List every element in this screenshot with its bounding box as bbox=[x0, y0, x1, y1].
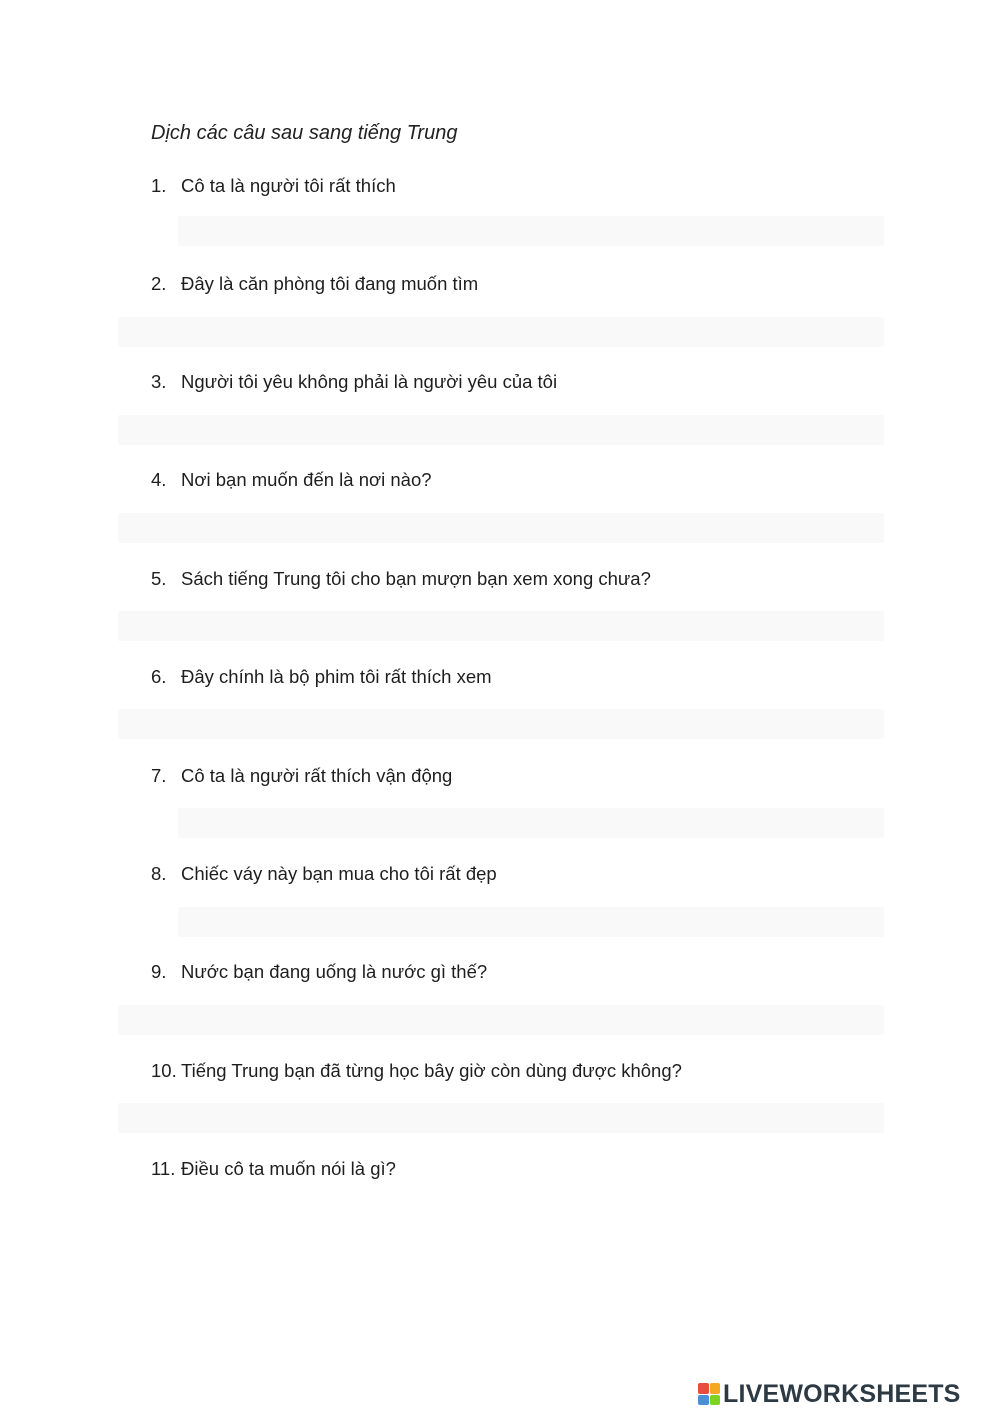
question-6 bbox=[151, 666, 492, 688]
question-number: 9. bbox=[151, 961, 167, 982]
answer-input-9[interactable] bbox=[118, 1005, 884, 1035]
question-number: 10. bbox=[151, 1060, 177, 1081]
answer-input-6[interactable] bbox=[118, 709, 884, 739]
answer-input-1[interactable] bbox=[178, 216, 884, 246]
question-2 bbox=[151, 273, 478, 295]
question-text: Nước bạn đang uống là nước gì thế? bbox=[181, 961, 488, 982]
answer-input-5[interactable] bbox=[118, 611, 884, 641]
answer-input-7[interactable] bbox=[178, 808, 884, 838]
question-number: 4. bbox=[151, 469, 167, 490]
question-number: 7. bbox=[151, 765, 167, 786]
question-11 bbox=[151, 1158, 396, 1180]
question-text: Tiếng Trung bạn đã từng học bây giờ còn dùng được không? bbox=[181, 1060, 682, 1081]
question-9 bbox=[151, 961, 487, 983]
question-text: Cô ta là người tôi rất thích bbox=[181, 175, 396, 196]
question-8 bbox=[151, 863, 497, 885]
liveworksheets-logo bbox=[698, 1380, 961, 1408]
question-7 bbox=[151, 765, 452, 787]
question-3 bbox=[151, 371, 557, 393]
logo-text: LIVEWORKSHEETS bbox=[723, 1379, 961, 1408]
question-number: 8. bbox=[151, 863, 167, 884]
question-text: Đây là căn phòng tôi đang muốn tìm bbox=[181, 273, 479, 294]
question-number: 6. bbox=[151, 666, 167, 687]
answer-input-2[interactable] bbox=[118, 317, 884, 347]
question-10 bbox=[151, 1060, 682, 1082]
question-4 bbox=[151, 469, 432, 491]
answer-input-8[interactable] bbox=[178, 907, 884, 937]
question-5 bbox=[151, 568, 651, 590]
worksheet-title: Dịch các câu sau sang tiếng Trung bbox=[151, 122, 458, 144]
question-text: Cô ta là người rất thích vận động bbox=[181, 765, 453, 786]
question-number: 3. bbox=[151, 371, 167, 392]
question-text: Điều cô ta muốn nói là gì? bbox=[181, 1158, 396, 1179]
question-1 bbox=[151, 175, 396, 197]
question-text: Chiếc váy này bạn mua cho tôi rất đẹp bbox=[181, 863, 497, 884]
liveworksheets-logo-icon bbox=[698, 1383, 720, 1405]
question-number: 5. bbox=[151, 568, 167, 589]
answer-input-10[interactable] bbox=[118, 1103, 884, 1133]
answer-input-4[interactable] bbox=[118, 513, 884, 543]
question-text: Đây chính là bộ phim tôi rất thích xem bbox=[181, 666, 492, 687]
question-text: Sách tiếng Trung tôi cho bạn mượn bạn xem xong chưa? bbox=[181, 568, 651, 589]
answer-input-3[interactable] bbox=[118, 415, 884, 445]
question-number: 11. bbox=[151, 1158, 176, 1179]
question-text: Người tôi yêu không phải là người yêu của tôi bbox=[181, 371, 558, 392]
question-text: Nơi bạn muốn đến là nơi nào? bbox=[181, 469, 432, 490]
question-number: 2. bbox=[151, 273, 167, 294]
question-number: 1. bbox=[151, 175, 167, 196]
